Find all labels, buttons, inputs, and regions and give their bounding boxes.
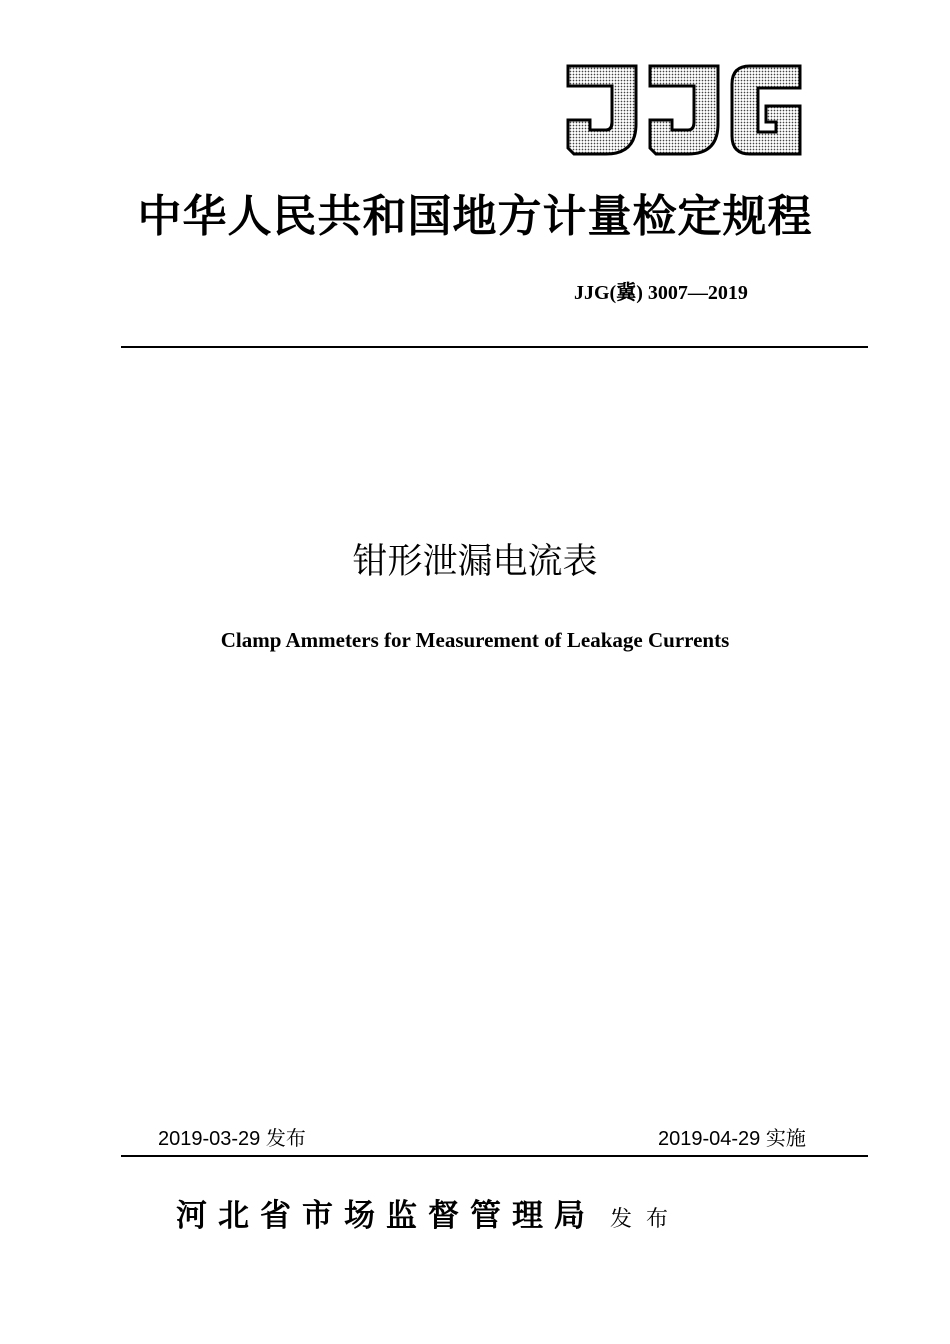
issuer-name: 河北省市场监督管理局 [176,1198,596,1234]
issue-date: 2019-03-29 发布 [158,1128,306,1150]
standard-category: 中华人民共和国地方计量检定规程 [137,191,813,242]
issuer-line [176,1190,682,1235]
jjg-logo [566,64,804,156]
document-title-english: Clamp Ammeters for Measurement of Leakage Currents [220,628,730,652]
top-divider [121,346,868,348]
implementation-date: 2019-04-29 实施 [658,1128,806,1150]
standard-number: JJG(冀) 3007—2019 [574,282,748,304]
bottom-divider [121,1155,868,1157]
document-title-chinese: 钳形泄漏电流表 [352,542,598,582]
issuer-action: 发布 [610,1207,683,1232]
